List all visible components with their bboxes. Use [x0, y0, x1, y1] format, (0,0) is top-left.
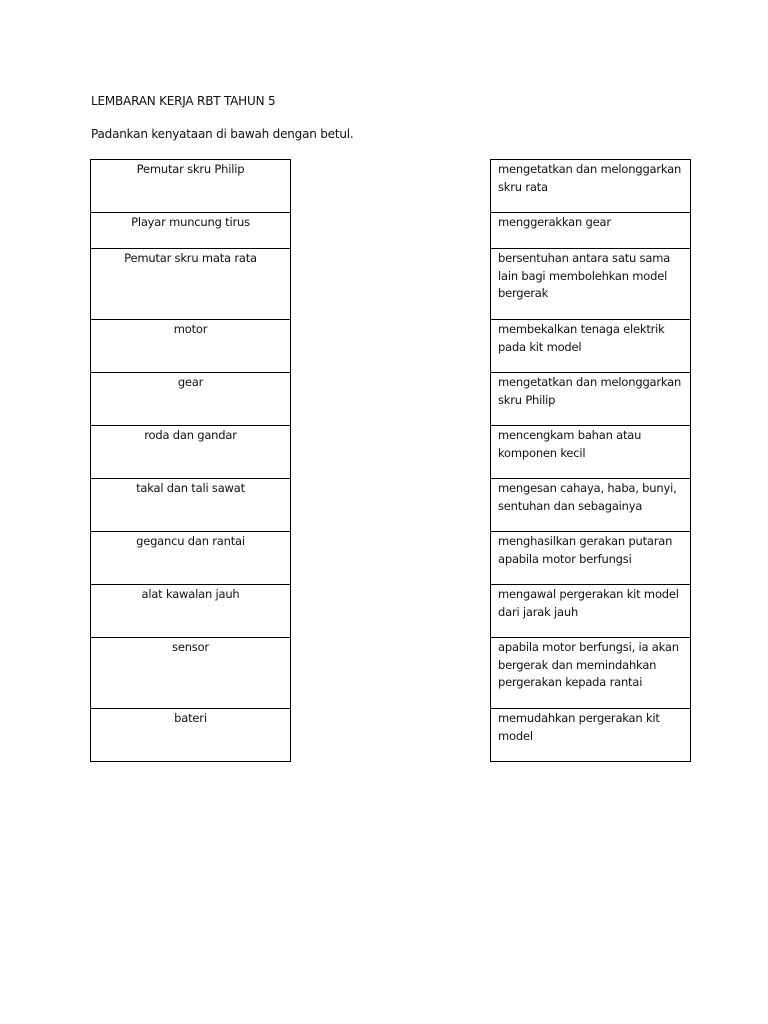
left-cell: Pemutar skru mata rata [91, 249, 290, 320]
right-cell: mengesan cahaya, haba, bunyi, sentuhan dan sebagainya [491, 479, 690, 532]
worksheet-title: LEMBARAN KERJA RBT TAHUN 5 [91, 94, 276, 108]
left-cell: takal dan tali sawat [91, 479, 290, 532]
right-column-descriptions [490, 159, 691, 762]
left-cell: roda dan gandar [91, 426, 290, 479]
right-cell: memudahkan pergerakan kit model [491, 709, 690, 762]
left-cell: gear [91, 373, 290, 426]
right-cell: bersentuhan antara satu sama lain bagi membolehkan model bergerak [491, 249, 690, 320]
left-cell: bateri [91, 709, 290, 762]
right-cell: menghasilkan gerakan putaran apabila motor berfungsi [491, 532, 690, 585]
left-cell: sensor [91, 638, 290, 709]
left-cell: gegancu dan rantai [91, 532, 290, 585]
left-cell: Pemutar skru Philip [91, 160, 290, 213]
right-cell: apabila motor berfungsi, ia akan bergerak dan memindahkan pergerakan kepada rantai [491, 638, 690, 709]
left-cell: motor [91, 320, 290, 373]
right-cell: membekalkan tenaga elektrik pada kit model [491, 320, 690, 373]
right-cell: mengetatkan dan melonggarkan skru Philip [491, 373, 690, 426]
left-cell: Playar muncung tirus [91, 213, 290, 249]
right-cell: mencengkam bahan atau komponen kecil [491, 426, 690, 479]
right-cell: menggerakkan gear [491, 213, 690, 249]
left-column-terms [90, 159, 291, 762]
right-cell: mengetatkan dan melonggarkan skru rata [491, 160, 690, 213]
worksheet-instruction: Padankan kenyataan di bawah dengan betul. [91, 127, 354, 141]
right-cell: mengawal pergerakan kit model dari jarak jauh [491, 585, 690, 638]
left-cell: alat kawalan jauh [91, 585, 290, 638]
